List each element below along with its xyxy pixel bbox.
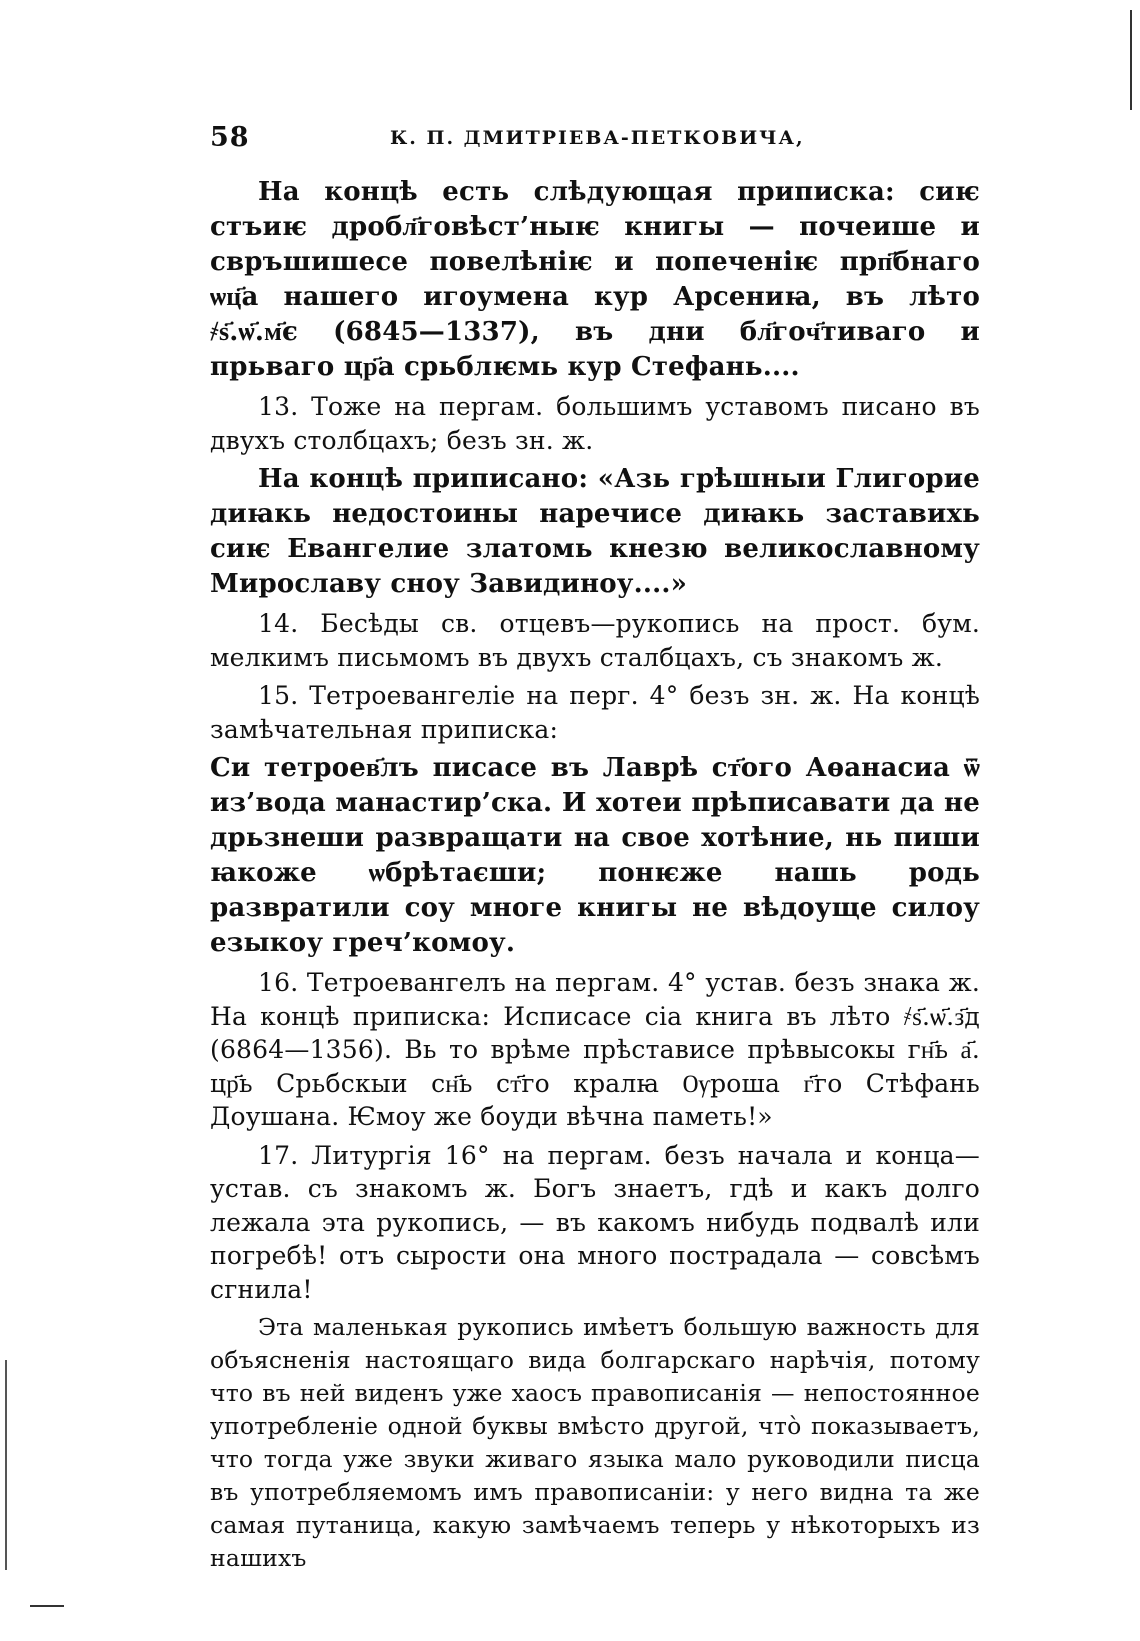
- paragraph-item-13: 13. Тоже на пергам. большимъ уставомъ писано въ двухъ столбцахъ; безъ зн. ж.: [210, 392, 980, 455]
- paragraph-commentary: Эта маленькая рукопись имѣетъ большую важность для объясненія настоящаго вида болгарскаго нарѣчія, потому что въ ней виденъ уже хаосъ правописанія — непостоянное употребленіе одной буквы вмѣсто другой, что̀ показываетъ, что тогда уже звуки живаго языка мало руководили писца въ употребляемомъ имъ правописаніи: у него видна та же самая путаница, какую замѣчаемъ теперь у нѣкоторыхъ из нашихъ: [210, 1313, 980, 1572]
- paragraph-item-15: 15. Тетроевангеліе на перг. 4° безъ зн. ж. На концѣ замѣчательная приписка:: [210, 681, 980, 744]
- paragraph-item-16: 16. Тетроевангелъ на пергам. 4° устав. безъ знака ж. На концѣ приписка: Исписасе сіа книга въ лѣто ҂ѕ҃.ѡ҃.з҃д (6864—1356). Вь то врѣме прѣстависе прѣвысокы гн҃ь а҃. цр҃ь Срьбскыи сн҃ь ст҃го кралꙗ Ѹроша г҃го Стѣфань Доушана. Ѥмоу же боуди вѣчна паметь!»: [210, 968, 980, 1131]
- paragraph-item-14: 14. Бесѣды св. отцевъ—рукопись на прост. бум. мелкимъ письмомъ въ двухъ сталбцахъ, съ знакомъ ж.: [210, 609, 980, 672]
- page-number: 58: [210, 122, 250, 153]
- paragraph-item-17: 17. Литургія 16° на пергам. безъ начала и конца—устав. съ знакомъ ж. Богъ знаетъ, гдѣ и какъ долго лежала эта рукопись, — въ какомъ нибудь подвалѣ или погребѣ! отъ сырости она много пострадала — совсѣмъ сгнила!: [210, 1140, 980, 1304]
- paragraph-inscription-lavra: Си тетроев҃лъ писасе въ Лаврѣ ст҃ого Аѳанасиа ѿ из’вода манастир’ска. И хотеи прѣписавати да не дрьзнеши развращати на свое хотѣние, нь пиши ꙗкоже ѡбрѣтаєши; понѥже нашь родь развратили соу многе книгы не вѣдоуще силоу езыкоу греч’комоу.: [210, 753, 980, 958]
- page-body: [210, 175, 980, 1580]
- paragraph-inscription-miroslav: На концѣ приписано: «Азь грѣшныи Глигорие диꙗкь недостоины наречисе диꙗкь заставихь сиѥ Евангелие златомь кнезю великославному Мирославу сноу Завидиноу....»: [210, 464, 980, 599]
- page-header: [210, 122, 980, 162]
- left-margin-line: [5, 1360, 7, 1570]
- running-head: К. П. ДМИТРІЕВА-ПЕТКОВИЧА,: [390, 127, 805, 149]
- paragraph-inscription-1337: На концѣ есть слѣдующая приписка: сиѥ стъиѥ дробл҃говѣст’ныѥ книгы — почеише и свръшишесе повелѣніѥ и попеченіѥ прп҃бнаго ѡц҃а нашего игоумена кур Арсениꙗ, въ лѣто ҂ѕ҃.ѡ҃.м҃є (6845—1337), въ дни бл҃гоч҃тиваго и прьваго цр҃а срьблѥмь кур Стефань....: [210, 177, 980, 382]
- binding-edge-line: [1130, 10, 1132, 110]
- corner-mark: [30, 1605, 64, 1607]
